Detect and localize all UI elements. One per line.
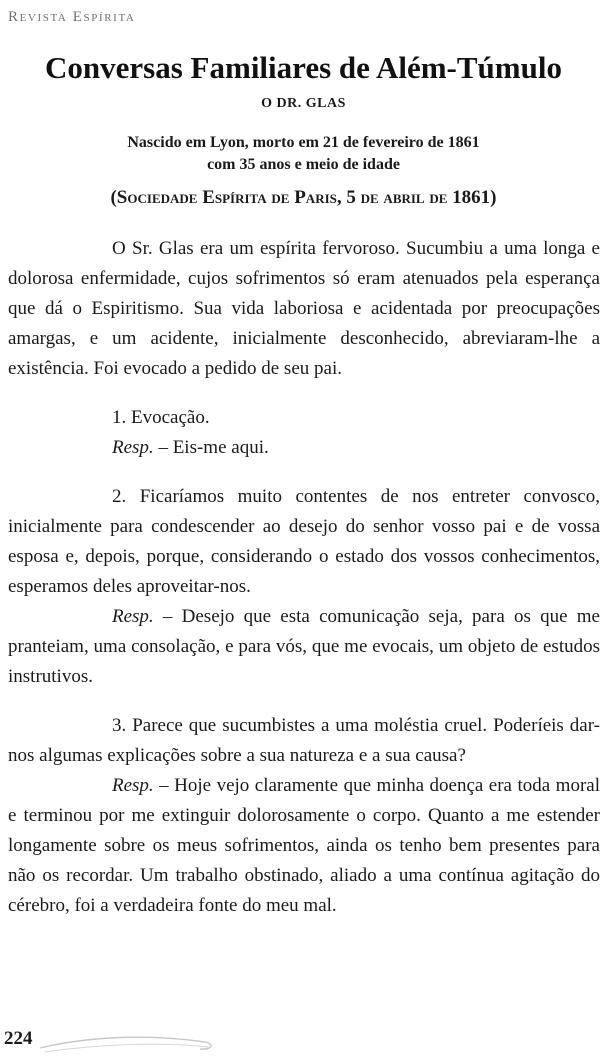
answer-1-text: – Eis-me aqui. — [153, 437, 269, 458]
answer-3-text: – Hoje vejo claramente que minha doença era toda moral e terminou por me extinguir dolorosamente o corpo. Quanto a me estender longamente sobre os meus sofrimentos, ainda os tenho bem presentes para não os recordar. Um trabalho obstinado, aliado a uma contínua agitação do cérebro, foi a verdadeira fonte do meu mal. — [8, 775, 600, 916]
birth-death-info — [0, 132, 607, 176]
question-1: 1. Evocação. — [112, 407, 210, 428]
resp-label: Resp. — [112, 437, 154, 458]
article-subject: O DR. GLAS — [261, 96, 346, 111]
answer-2 — [8, 602, 600, 692]
answer-1 — [8, 433, 600, 463]
session-info: (Sociedade Espírita de Paris, 5 de abril de 1861) — [110, 187, 497, 208]
page-flourish-ornament — [0, 1030, 230, 1060]
answer-2-text: – Desejo que esta comunicação seja, para os que me pranteiam, uma consolação, e para vós, que me evocais, um objeto de estudos instrutivos. — [8, 606, 600, 687]
birth-death-line-2: com 35 anos e meio de idade — [207, 156, 400, 173]
resp-label: Resp. — [112, 606, 154, 627]
question-3: 3. Parece que sucumbistes a uma moléstia cruel. Poderíeis dar-nos algumas explicações sobre a sua natureza e a sua causa? — [8, 715, 600, 766]
article-body — [8, 234, 600, 921]
article-title: Conversas Familiares de Além-Túmulo — [45, 50, 562, 85]
running-head: Revista Espírita — [8, 9, 136, 25]
question-2: 2. Ficaríamos muito contentes de nos entreter convosco, inicialmente para condescender ao desejo do senhor vosso pai e de vossa esposa e, depois, porque, considerando o estado dos vossos conhecimentos, esperamos deles aproveitar-nos. — [8, 486, 600, 597]
answer-3 — [8, 771, 600, 921]
intro-paragraph: O Sr. Glas era um espírita fervoroso. Sucumbiu a uma longa e dolorosa enfermidade, cujos sofrimentos só eram atenuados pela esperança que dá o Espiritismo. Sua vida laboriosa e acidentada por preocupações amargas, e um acidente, inicialmente desconhecido, abreviaram-lhe a existência. Foi evocado a pedido de seu pai. — [8, 238, 600, 379]
resp-label: Resp. — [112, 775, 154, 796]
page-number: 224 — [4, 1028, 33, 1049]
birth-death-line-1: Nascido em Lyon, morto em 21 de fevereiro de 1861 — [127, 134, 480, 151]
